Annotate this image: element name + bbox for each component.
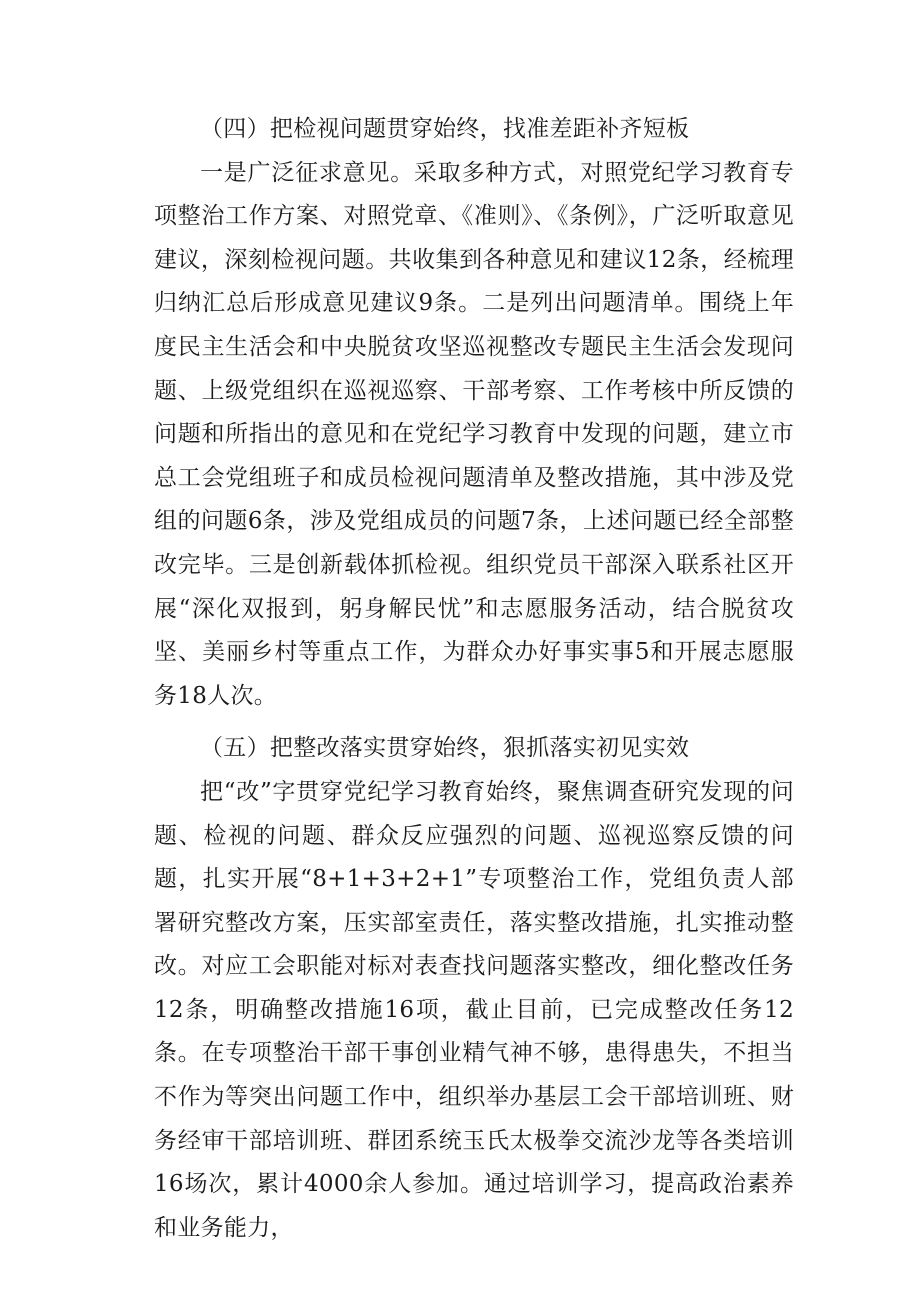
- section-5-heading: （五）把整改落实贯穿始终，狠抓落实初见实效: [200, 735, 690, 762]
- document-body: [154, 108, 794, 1250]
- section-5-paragraph: 把“改”字贯穿党纪学习教育始终，聚焦调查研究发现的问题、检视的问题、群众反应强烈的问题、巡视巡察反馈的问题，扎实开展“8+1+3+2+1”专项整治工作，党组负责人部署研究整改方案，压实部室责任，落实整改措施，扎实推动整改。对应工会职能对标对表查找问题落实整改，细化整改任务12条，明确整改措施16项，截止目前，已完成整改任务12条。在专项整治干部干事创业精气神不够，患得患失，不担当不作为等突出问题工作中，组织举办基层工会干部培训班、财务经审干部培训班、群团系统玉氏太极拳交流沙龙等各类培训16场次，累计4000余人参加。通过培训学习，提高政治素养和业务能力，: [154, 778, 794, 1241]
- section-4-paragraph: 一是广泛征求意见。采取多种方式，对照党纪学习教育专项整治工作方案、对照党章、《准则》、《条例》，广泛听取意见建议，深刻检视问题。共收集到各种意见和建议12条，经梳理归纳汇总后形成意见建议9条。二是列出问题清单。围绕上年度民主生活会和中央脱贫攻坚巡视整改专题民主生活会发现问题、上级党组织在巡视巡察、干部考察、工作考核中所反馈的问题和所指出的意见和在党纪学习教育中发现的问题，建立市总工会党组班子和成员检视问题清单及整改措施，其中涉及党组的问题6条，涉及党组成员的问题7条，上述问题已经全部整改完毕。三是创新载体抓检视。组织党员干部深入联系社区开展“深化双报到，躬身解民忧”和志愿服务活动，结合脱贫攻坚、美丽乡村等重点工作，为群众办好事实事5和开展志愿服务18人次。: [154, 159, 794, 709]
- section-4-heading: （四）把检视问题贯穿始终，找准差距补齐短板: [200, 116, 690, 142]
